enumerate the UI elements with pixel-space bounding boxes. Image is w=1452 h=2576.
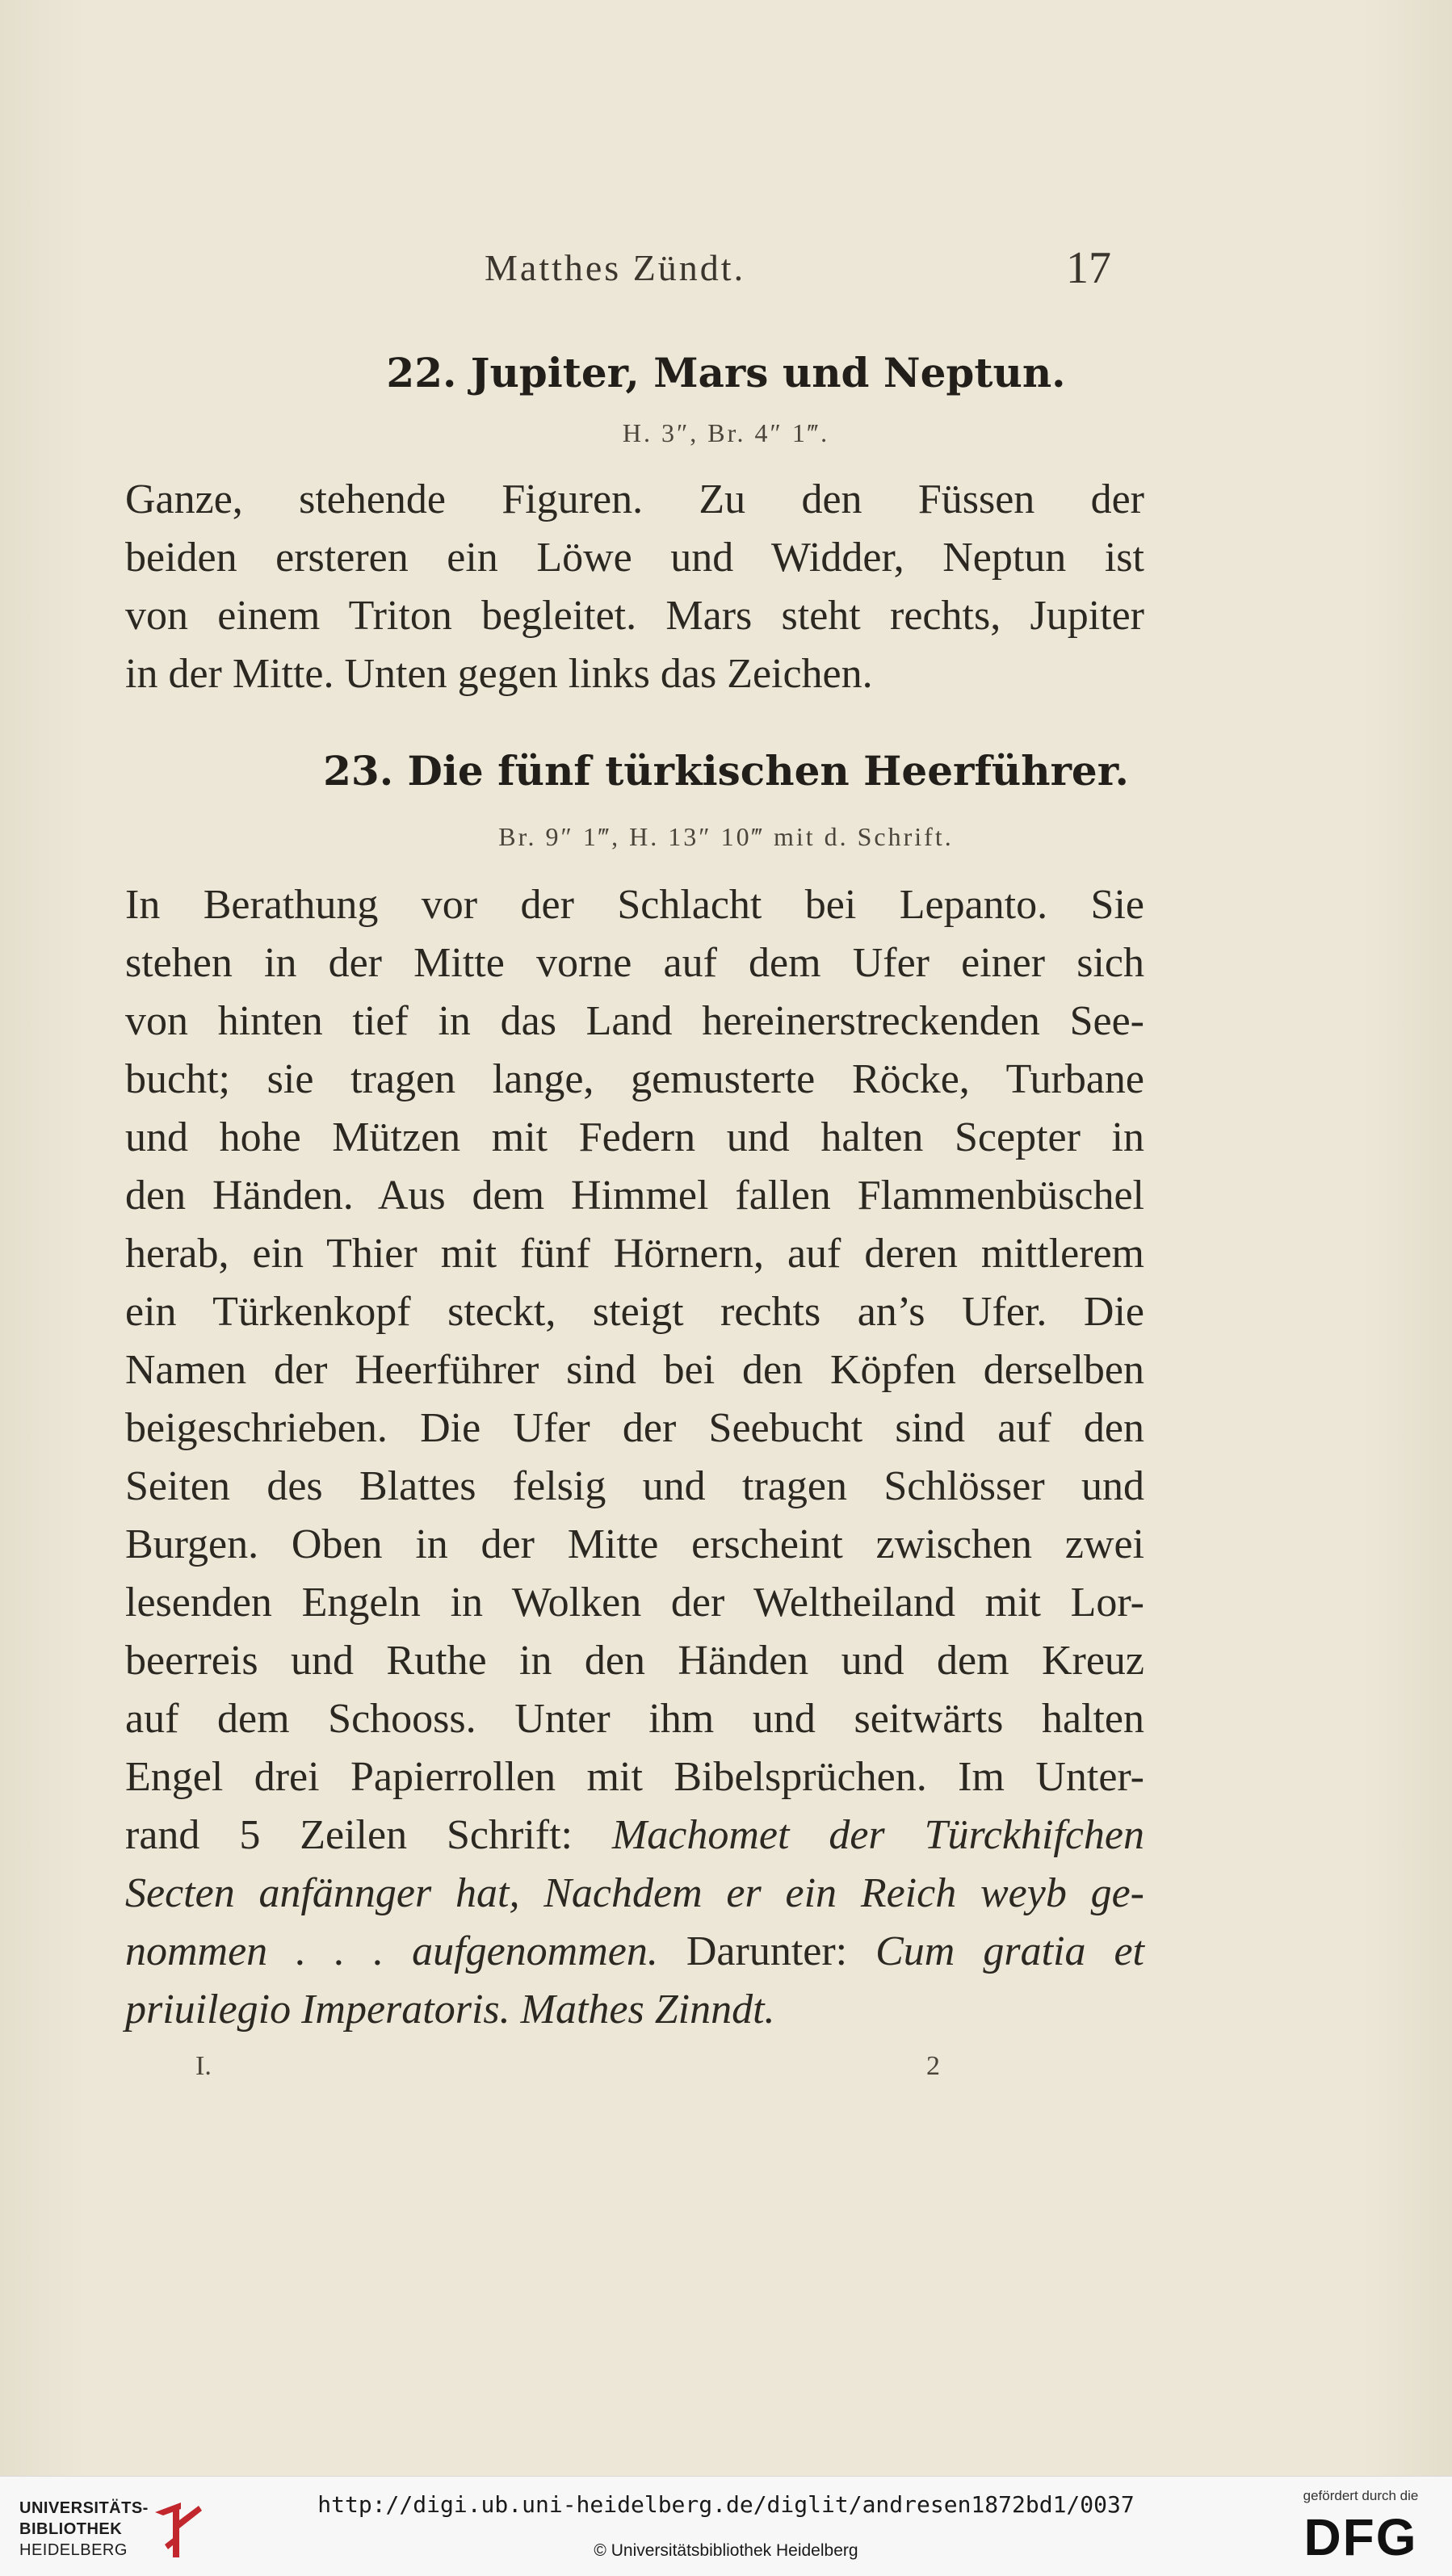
text-line: Seiten des Blattes felsig und tragen Schlösser und [125, 1463, 1144, 1509]
signature-volume: I. [195, 2051, 212, 2081]
text-line: Engel drei Papierrollen mit Bibelsprüchen. Im Unter- [125, 1754, 1144, 1800]
text-line: In Berathung vor der Schlacht bei Lepanto. Sie [125, 882, 1144, 928]
permalink-url[interactable]: http://digi.ub.uni-heidelberg.de/diglit/andresen1872bd1/0037 [317, 2491, 1135, 2518]
text-line: beiden ersteren ein Löwe und Widder, Neptun ist [125, 535, 1144, 581]
text-line: von hinten tief in das Land hereinerstreckenden See- [125, 998, 1144, 1044]
viewer-footer [0, 2476, 1452, 2576]
italic-quote-line: priuilegio Imperatoris. Mathes Zinndt. [125, 1987, 775, 2033]
entry-22-dimensions: H. 3″, Br. 4″ 1‴. [622, 418, 830, 447]
text-line: beerreis und Ruthe in den Händen und dem Kreuz [125, 1638, 1144, 1684]
text-line [125, 1923, 1144, 1981]
signature-sheet: 2 [926, 2051, 940, 2081]
page-number: 17 [1066, 243, 1111, 293]
entry-22-text [125, 471, 1144, 703]
text-line: Namen der Heerführer sind bei den Köpfen derselben [125, 1347, 1144, 1393]
italic-quote: nommen . . . aufgenommen. [125, 1928, 658, 1974]
text-line: Ganze, stehende Figuren. Zu den Füssen der [125, 476, 1144, 522]
library-name-line1: UNIVERSITÄTS- [19, 2499, 149, 2517]
text-line: und hohe Mützen mit Federn und halten Scepter in [125, 1114, 1144, 1160]
text-line: stehen in der Mitte vorne auf dem Ufer einer sich [125, 940, 1144, 986]
library-name-line3: HEIDELBERG [19, 2541, 128, 2559]
text-line: bucht; sie tragen lange, gemusterte Röcke, Turbane [125, 1056, 1144, 1102]
dfg-logo[interactable]: DFG [1303, 2508, 1418, 2566]
text-line: beigeschrieben. Die Ufer der Seebucht sind auf den [125, 1405, 1144, 1451]
funding-label: gefördert durch die [1303, 2488, 1419, 2503]
italic-quote: Cum gratia et [875, 1928, 1145, 1974]
italic-quote: Machomet der Türckhifchen [611, 1812, 1145, 1858]
entry-22-heading: 22. Jupiter, Mars und Neptun. [386, 349, 1066, 396]
italic-quote-line: Secten anfännger hat, Nachdem er ein Reich weyb ge- [125, 1870, 1144, 1916]
text-line: lesenden Engeln in Wolken der Weltheiland mit Lor- [125, 1580, 1144, 1626]
text-fragment: rand 5 Zeilen Schrift: [125, 1812, 573, 1858]
text-line: ein Türkenkopf steckt, steigt rechts an’s Ufer. Die [125, 1289, 1144, 1335]
text-line: herab, ein Thier mit fünf Hörnern, auf deren mittlerem [125, 1231, 1144, 1277]
entry-23-heading: 23. Die fünf türkischen Heerführer. [323, 747, 1129, 795]
text-line: den Händen. Aus dem Himmel fallen Flammenbüschel [125, 1173, 1144, 1219]
entry-23-text [125, 876, 1144, 2039]
text-line: Burgen. Oben in der Mitte erscheint zwischen zwei [125, 1521, 1144, 1567]
text-line: in der Mitte. Unten gegen links das Zeichen. [125, 651, 873, 697]
text-line: auf dem Schooss. Unter ihm und seitwärts halten [125, 1696, 1144, 1742]
text-line [125, 1806, 1144, 1865]
running-head: Matthes Zündt. [485, 247, 746, 288]
text-fragment: Darunter: [686, 1928, 848, 1974]
copyright-notice: © Universitätsbibliothek Heidelberg [594, 2541, 858, 2560]
text-line: von einem Triton begleitet. Mars steht rechts, Jupiter [125, 593, 1144, 639]
library-name-line2: BIBLIOTHEK [19, 2520, 123, 2538]
entry-23-dimensions: Br. 9″ 1‴, H. 13″ 10‴ mit d. Schrift. [498, 822, 954, 851]
